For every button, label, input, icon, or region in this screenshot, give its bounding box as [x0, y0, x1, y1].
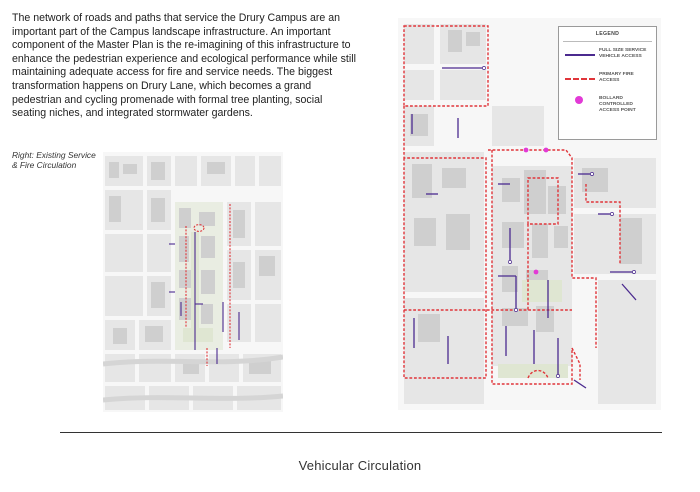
bollard-dot-icon — [575, 96, 583, 104]
service-line-icon — [565, 54, 595, 56]
legend-label: FULL SIZE SERVICE VEHICLE ACCESS — [599, 48, 647, 60]
legend-label: PRIMARY FIRE ACCESS — [599, 72, 634, 84]
legend-item-fire — [559, 69, 656, 91]
legend-title: LEGEND — [595, 31, 620, 37]
map-caption: Right: Existing Service & Fire Circulation — [12, 150, 96, 171]
legend-label: BOLLARD CONTROLLED ACCESS POINT — [599, 96, 636, 114]
intro-paragraph: The network of roads and paths that service the Drury Campus are an important part of the Campus landscape infrastructure. An important component of the Master Plan is the re-imagining of this infrastructure to enhance the pedestrian experience and ecological performance while still maintaining adequate access for fire and service needs. The biggest transformation happens on Drury Lane, which becomes a grand pedestrian and cycling promenade with formal tree planting, social seating niches, and integrated stormwater gardens. — [12, 12, 356, 120]
footer-divider — [60, 432, 662, 433]
page-title: Vehicular Circulation — [298, 458, 422, 473]
legend-item-bollard — [559, 93, 656, 115]
fire-line-icon — [565, 78, 595, 80]
existing-circulation-map — [103, 152, 283, 412]
map-legend — [558, 26, 657, 140]
legend-divider — [563, 41, 652, 42]
legend-item-service — [559, 45, 656, 67]
